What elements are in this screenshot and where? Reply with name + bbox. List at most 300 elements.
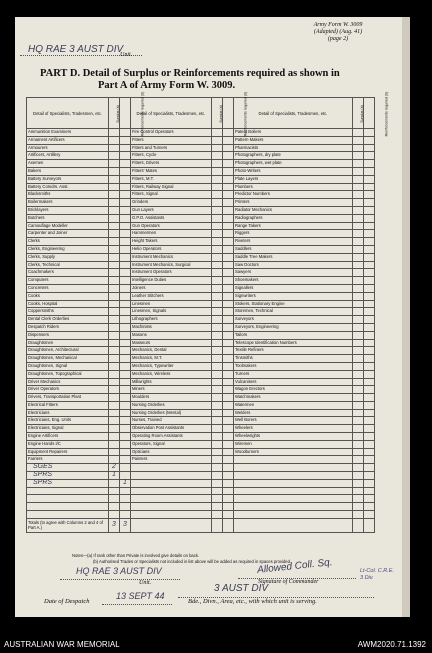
surplus-cell: [109, 167, 120, 175]
table-row: [27, 386, 375, 394]
handwritten-surplus: 2: [109, 464, 120, 472]
trade-cell: Axemen: [27, 160, 109, 168]
reinforcement-cell: [120, 394, 131, 402]
table-row: [27, 284, 375, 292]
reinforcement-cell: [120, 269, 131, 277]
surplus-cell: [212, 409, 223, 417]
trade-cell: Turners: [234, 370, 353, 378]
blank-cell: [223, 511, 234, 519]
reinforcement-cell: [120, 191, 131, 199]
reinforcement-cell: [223, 316, 234, 324]
surplus-cell: [212, 238, 223, 246]
surplus-cell: [109, 277, 120, 285]
trade-cell: Fitters: [131, 136, 212, 144]
surplus-cell: [353, 261, 364, 269]
blank-cell: [212, 464, 223, 472]
surplus-cell: [353, 277, 364, 285]
trade-cell: Computers: [27, 277, 109, 285]
blank-row: [27, 511, 375, 519]
surplus-cell: [353, 160, 364, 168]
table-header-row: [27, 98, 375, 129]
reinforcement-cell: [223, 456, 234, 464]
reinforcement-cell: [120, 152, 131, 160]
surplus-cell: [353, 409, 364, 417]
trade-cell: Clerks, Supply: [27, 253, 109, 261]
table-row: [27, 456, 375, 464]
blank-cell: [131, 518, 212, 532]
table-row: [27, 308, 375, 316]
reinforcement-cell: [223, 160, 234, 168]
reinforcement-cell: [120, 160, 131, 168]
surplus-cell: [212, 456, 223, 464]
surplus-cell: [212, 448, 223, 456]
trade-cell: Concreters: [27, 284, 109, 292]
reinforcement-cell: [120, 238, 131, 246]
reinforcement-cell: [223, 167, 234, 175]
trade-cell: Masons: [131, 331, 212, 339]
surplus-cell: [353, 417, 364, 425]
surplus-cell: [353, 284, 364, 292]
reinforcement-cell: [120, 355, 131, 363]
trade-cell: Instrument Mechanics, Surgical: [131, 261, 212, 269]
blank-cell: [212, 511, 223, 519]
reinforcement-cell: [364, 183, 375, 191]
surplus-cell: [109, 323, 120, 331]
surplus-cell: [109, 284, 120, 292]
surplus-cell: [353, 433, 364, 441]
surplus-cell: [212, 401, 223, 409]
reinforcement-cell: [364, 284, 375, 292]
surplus-cell: [212, 355, 223, 363]
blank-cell: [223, 487, 234, 495]
table-row: [27, 300, 375, 308]
trade-cell: Wheelwrights: [234, 433, 353, 441]
blank-cell: [364, 464, 375, 472]
reinforcement-cell: [120, 183, 131, 191]
surplus-cell: [109, 386, 120, 394]
trade-cell: Masseurs: [131, 339, 212, 347]
trade-cell: Driver Operators: [27, 386, 109, 394]
surplus-cell: [212, 269, 223, 277]
trade-cell: Signallers: [234, 284, 353, 292]
surplus-cell: [212, 144, 223, 152]
formation-label: Bde., Divn., Area, etc., with which unit is serving.: [188, 598, 317, 605]
surplus-cell: [212, 136, 223, 144]
specialists-table: [26, 91, 389, 533]
surplus-cell: [109, 370, 120, 378]
trade-cell: Toolmakers: [234, 362, 353, 370]
trade-cell: Stokers, Stationary Engine: [234, 300, 353, 308]
trade-cell: Armourers: [27, 144, 109, 152]
trade-cell: Operating Room Assistants: [131, 433, 212, 441]
surplus-cell: [109, 238, 120, 246]
blank-cell: [131, 487, 212, 495]
blank-cell: [131, 495, 212, 503]
trade-cell: Nurses, Trained: [131, 417, 212, 425]
reinforcement-cell: [120, 417, 131, 425]
surplus-cell: [109, 191, 120, 199]
trade-cell: Patent Boilers: [234, 129, 353, 137]
date-label: Date of Despatch: [44, 598, 90, 605]
blank-cell: [234, 487, 353, 495]
surplus-cell: [109, 355, 120, 363]
table-row: [27, 245, 375, 253]
trade-cell: Camouflage Modeller: [27, 222, 109, 230]
trade-cell: Instrument Mechanics: [131, 253, 212, 261]
surplus-cell: [353, 425, 364, 433]
trade-cell: Miners: [131, 386, 212, 394]
form-page: (page 2): [327, 36, 349, 42]
reinforcement-cell: [120, 440, 131, 448]
surplus-cell: [353, 191, 364, 199]
reinforcement-cell: [364, 136, 375, 144]
reinforcement-cell: [364, 409, 375, 417]
reinforcement-cell: [223, 401, 234, 409]
reinforcement-cell: [120, 292, 131, 300]
table-row: [27, 183, 375, 191]
trade-cell: Instrument Operators: [131, 269, 212, 277]
title-line-2: Part A of Army Form W. 3009.: [98, 80, 236, 91]
commander-signature: Allowed Coll. Sq.: [256, 557, 333, 576]
reinforcement-cell: [364, 316, 375, 324]
trade-cell: Butchers: [27, 214, 109, 222]
trade-cell: Hammermen: [131, 230, 212, 238]
trade-cell: Mechanics, M.T.: [131, 355, 212, 363]
surplus-cell: [109, 331, 120, 339]
col-header-trade-3: Detail of Specialists, Tradesmen, etc.: [234, 98, 353, 129]
surplus-cell: [212, 394, 223, 402]
blank-row: [27, 503, 375, 511]
surplus-cell: [353, 230, 364, 238]
blank-cell: [353, 487, 364, 495]
reinforcement-cell: [120, 456, 131, 464]
surplus-cell: [212, 253, 223, 261]
table-row: [27, 206, 375, 214]
blank-cell: [353, 511, 364, 519]
trade-cell: Watermen: [234, 401, 353, 409]
blank-cell: [109, 495, 120, 503]
trade-cell: Linesmen: [131, 300, 212, 308]
reinforcement-cell: [223, 355, 234, 363]
trade-cell: Wagon Erectors: [234, 386, 353, 394]
trade-cell: Despatch Riders: [27, 323, 109, 331]
table-row: [27, 136, 375, 144]
surplus-cell: [353, 347, 364, 355]
trade-cell: Nursing Orderlies: [131, 401, 212, 409]
reinforcement-cell: [223, 331, 234, 339]
trade-cell: Storemen, Technical: [234, 308, 353, 316]
note-a: Notes—(a) If rank other than Private is involved give details on back.: [72, 553, 200, 558]
trade-cell: Nursing Orderlies (Mental): [131, 409, 212, 417]
blank-cell: [234, 511, 353, 519]
blank-cell: [131, 472, 212, 480]
surplus-cell: [353, 448, 364, 456]
surplus-cell: [212, 440, 223, 448]
trade-cell: Fitters, M.T.: [131, 175, 212, 183]
blank-cell: [109, 487, 120, 495]
surplus-cell: [353, 144, 364, 152]
surplus-cell: [212, 277, 223, 285]
reinforcement-cell: [223, 175, 234, 183]
col-header-surplus-2: Surplus (a): [212, 98, 223, 129]
blank-cell: [234, 495, 353, 503]
reinforcement-cell: [120, 129, 131, 137]
trade-cell: Pattern Makers: [234, 136, 353, 144]
trade-cell: Electricians: [27, 409, 109, 417]
trade-cell: Fitters and Turners: [131, 144, 212, 152]
reinforcement-cell: [120, 347, 131, 355]
reinforcement-cell: [364, 144, 375, 152]
table-row: [27, 347, 375, 355]
footer-unit-line: [60, 579, 180, 580]
table-row: [27, 167, 375, 175]
surplus-cell: [353, 370, 364, 378]
reinforcement-cell: [364, 269, 375, 277]
surplus-cell: [353, 136, 364, 144]
table-row: [27, 339, 375, 347]
trade-cell: Electricians, Eng. Units: [27, 417, 109, 425]
trade-cell: Bricklayers: [27, 206, 109, 214]
reinforcement-cell: [120, 245, 131, 253]
reinforcement-cell: [120, 230, 131, 238]
trade-cell: Height Takers: [131, 238, 212, 246]
reinforcement-cell: [364, 152, 375, 160]
reinforcement-cell: [223, 394, 234, 402]
trade-cell: Mechanics, Wireless: [131, 370, 212, 378]
surplus-cell: [109, 129, 120, 137]
surplus-cell: [353, 362, 364, 370]
surplus-cell: [212, 230, 223, 238]
trade-cell: Dispensers: [27, 331, 109, 339]
reinforcement-cell: [120, 222, 131, 230]
reinforcement-cell: [223, 433, 234, 441]
trade-cell: Clerks, Engineering: [27, 245, 109, 253]
blank-cell: [109, 503, 120, 511]
trade-cell: Ammunition Examiners: [27, 129, 109, 137]
trade-cell: Well Borers: [234, 417, 353, 425]
trade-cell: Armament Artificers: [27, 136, 109, 144]
table-row: [27, 175, 375, 183]
blank-cell: [27, 495, 109, 503]
trade-cell: Lithographers: [131, 316, 212, 324]
handwritten-surplus: [109, 479, 120, 487]
surplus-cell: [212, 292, 223, 300]
reinforcement-cell: [364, 347, 375, 355]
reinforcement-cell: [364, 300, 375, 308]
reinforcement-cell: [223, 386, 234, 394]
reinforcement-cell: [364, 199, 375, 207]
trade-cell: Coachmakers: [27, 269, 109, 277]
footer-unit-handwritten: HQ RAE 3 AUST DIV: [76, 566, 162, 576]
handwritten-trade: SPRS: [27, 479, 109, 487]
trade-cell: Joiners: [131, 284, 212, 292]
blank-cell: [353, 464, 364, 472]
archive-institution: AUSTRALIAN WAR MEMORIAL: [4, 640, 120, 649]
surplus-cell: [212, 214, 223, 222]
trade-cell: Telescope Identification Numbers: [234, 339, 353, 347]
surplus-cell: [212, 339, 223, 347]
surplus-cell: [109, 230, 120, 238]
trade-cell: Gun Layers: [131, 206, 212, 214]
surplus-cell: [353, 394, 364, 402]
surplus-cell: [353, 183, 364, 191]
reinforcement-cell: [364, 425, 375, 433]
reinforcement-cell: [364, 386, 375, 394]
table-row: [27, 370, 375, 378]
trade-cell: Boilermakers: [27, 199, 109, 207]
reinforcement-cell: [364, 206, 375, 214]
blank-cell: [27, 503, 109, 511]
blank-cell: [131, 511, 212, 519]
surplus-cell: [109, 362, 120, 370]
trade-cell: Fitters, Drivers: [131, 160, 212, 168]
trade-cell: Saddlers: [234, 245, 353, 253]
trade-cell: Opticians: [131, 448, 212, 456]
totals-surplus: 3: [109, 518, 120, 532]
surplus-cell: [212, 417, 223, 425]
surplus-cell: [109, 144, 120, 152]
trade-cell: Farriers: [27, 456, 109, 464]
surplus-cell: [353, 323, 364, 331]
surplus-cell: [212, 323, 223, 331]
surplus-cell: [109, 160, 120, 168]
reinforcement-cell: [120, 409, 131, 417]
table-row: [27, 316, 375, 324]
trade-cell: Draughtsmen, Signal: [27, 362, 109, 370]
trade-cell: Cooks, Hospital: [27, 300, 109, 308]
surplus-cell: [212, 316, 223, 324]
surplus-cell: [109, 292, 120, 300]
surplus-cell: [212, 370, 223, 378]
trade-cell: Plumbers: [234, 183, 353, 191]
trade-cell: [234, 456, 353, 464]
reinforcement-cell: [223, 300, 234, 308]
rank-stamp: Lt-Col. C.R.E. 3 Div.: [360, 568, 394, 581]
trade-cell: Draughtsmen: [27, 339, 109, 347]
table-row: [27, 417, 375, 425]
blank-cell: [212, 472, 223, 480]
surplus-cell: [212, 425, 223, 433]
handwritten-trade: SPRS: [27, 472, 109, 480]
blank-cell: [364, 472, 375, 480]
table-body: [27, 129, 375, 533]
trade-cell: Fitters, Cycle: [131, 152, 212, 160]
despatch-date: 13 SEPT 44: [116, 591, 165, 601]
blank-cell: [223, 464, 234, 472]
surplus-cell: [109, 425, 120, 433]
blank-cell: [223, 472, 234, 480]
trade-cell: Cooks: [27, 292, 109, 300]
unit-handwritten: HQ RAE 3 AUST DIV: [28, 44, 124, 55]
trade-cell: Clerks, Technical: [27, 261, 109, 269]
totals-reinf: 3: [120, 518, 131, 532]
surplus-cell: [212, 175, 223, 183]
form-adapted: (Adapted) (Aug. 41): [313, 29, 363, 35]
surplus-cell: [109, 152, 120, 160]
surplus-cell: [353, 355, 364, 363]
surplus-cell: [109, 378, 120, 386]
reinforcement-cell: [364, 456, 375, 464]
surplus-cell: [212, 199, 223, 207]
table-row: [27, 355, 375, 363]
surplus-cell: [353, 167, 364, 175]
trade-cell: Drivers, Transportation Plant: [27, 394, 109, 402]
trade-cell: Surveyors, Engineering: [234, 323, 353, 331]
table-row: [27, 269, 375, 277]
reinforcement-cell: [223, 261, 234, 269]
surplus-cell: [109, 253, 120, 261]
col-header-trade-2: Detail of Specialists, Tradesmen, etc.: [131, 98, 212, 129]
trade-cell: Clerks: [27, 238, 109, 246]
date-line: [102, 604, 172, 605]
reinforcement-cell: [120, 136, 131, 144]
col-header-reinf-2: Reinforcements required (b): [223, 98, 234, 129]
handwritten-reinf: [120, 464, 131, 472]
trade-cell: Radiator Mechanics: [234, 206, 353, 214]
trade-cell: Equipment Repairers: [27, 448, 109, 456]
surplus-cell: [212, 167, 223, 175]
col-header-reinf-1: Reinforcements required (b): [120, 98, 131, 129]
surplus-cell: [109, 175, 120, 183]
surplus-cell: [353, 378, 364, 386]
trade-cell: Signwriters: [234, 292, 353, 300]
blank-cell: [223, 518, 234, 532]
trade-cell: Helio Operators: [131, 245, 212, 253]
blank-cell: [353, 518, 364, 532]
trade-cell: Painters: [131, 456, 212, 464]
surplus-cell: [109, 394, 120, 402]
reinforcement-cell: [223, 191, 234, 199]
surplus-cell: [353, 206, 364, 214]
trade-cell: Driver Mechanics: [27, 378, 109, 386]
totals-row: [27, 518, 375, 532]
trade-cell: Gun Operators: [131, 222, 212, 230]
reinforcement-cell: [364, 323, 375, 331]
blank-cell: [27, 487, 109, 495]
trade-cell: Wiremen: [234, 440, 353, 448]
blank-cell: [131, 464, 212, 472]
trade-cell: Vulcanisers: [234, 378, 353, 386]
surplus-cell: [353, 245, 364, 253]
reinforcement-cell: [223, 206, 234, 214]
blank-cell: [364, 503, 375, 511]
table-row: [27, 129, 375, 137]
table-row: [27, 440, 375, 448]
surplus-cell: [109, 448, 120, 456]
reinforcement-cell: [120, 370, 131, 378]
trade-cell: Fire Control Operators: [131, 129, 212, 137]
page-title: [40, 68, 370, 92]
table-row: [27, 230, 375, 238]
reinforcement-cell: [223, 425, 234, 433]
trade-cell: Electrical Fitters: [27, 401, 109, 409]
blank-cell: [131, 479, 212, 487]
surplus-cell: [212, 206, 223, 214]
trade-cell: Operators, Signal: [131, 440, 212, 448]
blank-cell: [131, 503, 212, 511]
reinforcement-cell: [120, 175, 131, 183]
reinforcement-cell: [120, 206, 131, 214]
reinforcement-cell: [120, 323, 131, 331]
blank-cell: [353, 472, 364, 480]
reinforcement-cell: [364, 448, 375, 456]
reinforcement-cell: [223, 245, 234, 253]
trade-cell: Riggers: [234, 230, 353, 238]
trade-cell: Intelligence Duties: [131, 277, 212, 285]
reinforcement-cell: [223, 238, 234, 246]
reinforcement-cell: [364, 401, 375, 409]
trade-cell: Radiographers: [234, 214, 353, 222]
